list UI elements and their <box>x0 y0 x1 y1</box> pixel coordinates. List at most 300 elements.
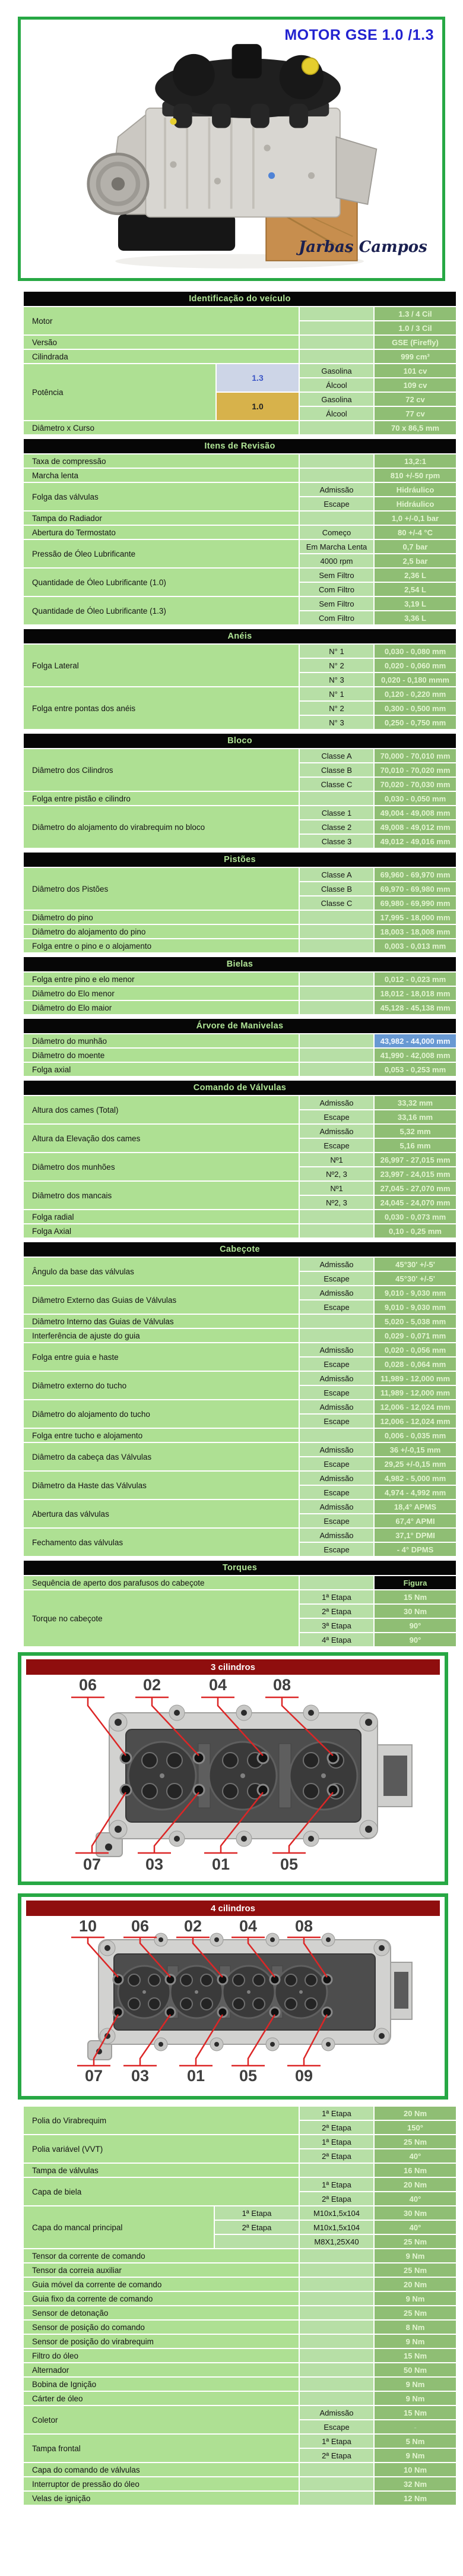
condition-cell <box>300 1224 373 1238</box>
spec-row <box>24 1034 456 1047</box>
sub-rows <box>300 2477 456 2490</box>
value-cell: 50 Nm <box>375 2363 456 2376</box>
value-cell: 26,997 - 27,015 mm <box>375 1153 456 1166</box>
value-cell: 20 Nm <box>375 2178 456 2191</box>
spec-sub-row <box>300 645 456 658</box>
value-cell: 20 Nm <box>375 2107 456 2120</box>
value-cell: 9 Nm <box>375 2292 456 2305</box>
condition-cell <box>300 911 373 924</box>
spec-row <box>24 364 456 420</box>
value-cell: 9 Nm <box>375 2378 456 2391</box>
value-cell: 0,020 - 0,060 mm <box>375 659 456 672</box>
spec-label: Capa do comando de válvulas <box>24 2463 299 2476</box>
spec-sub-row <box>300 1500 456 1513</box>
spec-sub-row <box>300 896 456 910</box>
spec-sub-row <box>300 526 456 539</box>
spec-section <box>24 1081 456 1238</box>
value-cell: 0,10 - 0,25 mm <box>375 1224 456 1238</box>
condition-cell: Admissão <box>300 1400 373 1413</box>
condition-cell: Escape <box>300 1358 373 1371</box>
sub-rows <box>300 2321 456 2334</box>
value-cell: 101 cv <box>375 364 456 377</box>
sub-rows <box>300 2335 456 2348</box>
spec-label: Diâmetro do pino <box>24 911 299 924</box>
value-cell: 0,030 - 0,080 mm <box>375 645 456 658</box>
sub-rows <box>300 1182 456 1209</box>
spec-sub-row <box>300 1590 456 1603</box>
head-body-3cyl <box>96 1705 412 1857</box>
bolt-number: 02 <box>183 1917 202 1935</box>
spec-label: Folga entre pontas dos anéis <box>24 687 299 729</box>
spec-label: Capa de biela <box>24 2178 299 2205</box>
spec-row <box>24 1590 456 1646</box>
condition-cell: Escape <box>300 1486 373 1499</box>
sub-rows <box>300 1472 456 1499</box>
sub-rows <box>300 1063 456 1076</box>
spec-label: Diâmetro do alojamento do pino <box>24 925 299 938</box>
spec-sub-row <box>300 1486 456 1499</box>
head-body-4cyl <box>88 1933 412 2060</box>
spec-row <box>24 540 456 567</box>
spec-sub-row <box>300 307 456 320</box>
spec-label: Folga Axial <box>24 1224 299 1238</box>
spec-label: Interruptor de pressão do óleo <box>24 2477 299 2490</box>
spec-sub-row <box>300 2164 456 2177</box>
spec-label: Diâmetro dos Cilindros <box>24 749 299 791</box>
bolt-number: 04 <box>239 1917 258 1935</box>
sub-rows <box>300 868 456 910</box>
value-cell: 9,010 - 9,030 mm <box>375 1300 456 1314</box>
sub-rows <box>300 2378 456 2391</box>
condition-cell: Escape <box>300 1272 373 1285</box>
condition-cell: Escape <box>300 1415 373 1428</box>
sub-rows <box>300 1443 456 1470</box>
sub-rows <box>300 1001 456 1014</box>
spec-label: Interferência de ajuste do guia <box>24 1329 299 1342</box>
spec-row <box>24 806 456 848</box>
condition-cell: 3ª Etapa <box>300 1619 373 1632</box>
spec-section <box>24 1019 456 1076</box>
sub-rows <box>300 1153 456 1180</box>
spec-section <box>24 734 456 848</box>
value-cell: 49,012 - 49,016 mm <box>375 835 456 848</box>
sub-rows <box>300 512 456 525</box>
sub-rows <box>300 1343 456 1371</box>
condition-cell <box>300 512 373 525</box>
condition-cell <box>300 2463 373 2476</box>
value-cell: 29,25 +/-0,15 mm <box>375 1457 456 1470</box>
spec-label: Capa do mancal principal <box>24 2206 214 2248</box>
value-cell: 12,006 - 12,024 mm <box>375 1415 456 1428</box>
value-cell: 0,012 - 0,023 mm <box>375 973 456 986</box>
spec-label: Diâmetro da Haste das Válvulas <box>24 1472 299 1499</box>
condition-cell: Admissão <box>300 1343 373 1356</box>
spec-sub-row <box>300 1472 456 1485</box>
spec-sub-row <box>300 911 456 924</box>
sub-rows <box>300 393 456 420</box>
condition-cell: Classe B <box>300 882 373 895</box>
condition-cell <box>300 307 373 320</box>
value-cell: 70,000 - 70,010 mm <box>375 749 456 762</box>
spec-sub-row <box>215 2235 456 2248</box>
spec-row <box>24 1500 456 1527</box>
spec-row <box>24 2164 456 2177</box>
spec-sub-row <box>300 2321 456 2334</box>
value-cell: 0,300 - 0,500 mm <box>375 702 456 715</box>
spec-label: Pressão de Óleo Lubrificante <box>24 540 299 567</box>
sub-rows <box>300 987 456 1000</box>
spec-sub-row <box>300 2492 456 2505</box>
condition-cell <box>300 1210 373 1223</box>
spec-sub-row <box>300 1001 456 1014</box>
condition-cell: Admissão <box>300 483 373 496</box>
spec-label: Diâmetro dos mancais <box>24 1182 299 1209</box>
spec-sub-row <box>300 1063 456 1076</box>
condition-cell <box>300 2264 373 2277</box>
spec-label: Marcha lenta <box>24 469 299 482</box>
value-cell: 30 Nm <box>375 2206 456 2220</box>
value-cell: Hidráulico <box>375 483 456 496</box>
spec-sub-row <box>300 1300 456 1314</box>
sub-rows <box>300 1329 456 1342</box>
sub-rows <box>300 2278 456 2291</box>
spec-row <box>24 569 456 596</box>
spec-sub-row <box>300 2149 456 2163</box>
sub-rows <box>300 1590 456 1646</box>
spec-row <box>24 1063 456 1076</box>
sub-rows <box>300 526 456 539</box>
bolt-number: 03 <box>131 2067 150 2085</box>
value-cell: 16 Nm <box>375 2164 456 2177</box>
value-cell: 49,004 - 49,008 mm <box>375 806 456 819</box>
sub-rows <box>300 1096 456 1123</box>
spec-sub-row <box>300 2192 456 2205</box>
sub-rows <box>300 1125 456 1152</box>
sub-rows <box>300 2492 456 2505</box>
section-header: Pistões <box>24 853 456 867</box>
condition-cell: Em Marcha Lenta <box>300 540 373 553</box>
spec-sub-row <box>300 2449 456 2462</box>
spec-label: Folga entre tucho e alojamento <box>24 1429 299 1442</box>
condition-cell <box>300 1049 373 1062</box>
spec-row <box>24 2292 456 2305</box>
condition-cell: Admissão <box>300 1472 373 1485</box>
value-cell: 49,008 - 49,012 mm <box>375 820 456 834</box>
spec-section <box>24 1242 456 1556</box>
engine-photo-box <box>18 17 445 281</box>
value-cell: 69,960 - 69,970 mm <box>375 868 456 881</box>
sub-rows <box>215 2206 456 2248</box>
condition-cell: Álcool <box>300 407 373 420</box>
value-cell: 27,045 - 27,070 mm <box>375 1182 456 1195</box>
spec-row <box>24 868 456 910</box>
signature: Jarbas Campos <box>299 238 427 256</box>
value-cell: Figura <box>375 1576 456 1589</box>
spec-row <box>24 1372 456 1399</box>
section-header: Bielas <box>24 957 456 971</box>
spec-label: Diâmetro dos munhões <box>24 1153 299 1180</box>
spec-sub-row <box>300 987 456 1000</box>
value-cell: 40° <box>375 2149 456 2163</box>
value-cell: 4,982 - 5,000 mm <box>375 1472 456 1485</box>
section-header: Anéis <box>24 629 456 643</box>
spec-sub-row <box>300 1034 456 1047</box>
spec-sub-row <box>300 659 456 672</box>
sub-rows <box>300 421 456 434</box>
sub-rows <box>300 1224 456 1238</box>
sub-rows <box>300 569 456 596</box>
value-cell: 9,010 - 9,030 mm <box>375 1286 456 1299</box>
condition-cell <box>300 2363 373 2376</box>
spec-row <box>24 2306 456 2319</box>
sub-rows <box>300 2363 456 2376</box>
value-cell: 15 Nm <box>375 2406 456 2419</box>
value-cell: 69,980 - 69,990 mm <box>375 896 456 910</box>
condition-cell: Escape <box>300 1300 373 1314</box>
spec-label: Tampa frontal <box>24 2435 299 2462</box>
spec-sub-row <box>300 1457 456 1470</box>
spec-sub-row <box>300 1096 456 1109</box>
spec-row <box>24 2492 456 2505</box>
value-cell: 77 cv <box>375 407 456 420</box>
value-cell: 2,36 L <box>375 569 456 582</box>
spec-row <box>24 2206 456 2248</box>
value-cell: 13,2:1 <box>375 454 456 468</box>
spec-sub-row <box>300 2178 456 2191</box>
spec-label: Tampa de válvulas <box>24 2164 299 2177</box>
spec-sub-row <box>300 2378 456 2391</box>
spec-sub-row <box>300 1358 456 1371</box>
spec-row <box>24 792 456 805</box>
spec-section <box>24 1561 456 1646</box>
spec-section <box>24 2107 456 2505</box>
spec-sub-row <box>300 407 456 420</box>
spec-row <box>24 1329 456 1342</box>
condition-cell <box>300 2392 373 2405</box>
spec-sub-row <box>300 925 456 938</box>
sub-rows <box>300 792 456 805</box>
sub-rows <box>300 911 456 924</box>
spec-sub-row <box>300 1272 456 1285</box>
spec-label: Diâmetro Interno das Guias de Válvulas <box>24 1315 299 1328</box>
condition-cell: Álcool <box>300 378 373 392</box>
spec-row <box>24 1001 456 1014</box>
condition-cell <box>300 1315 373 1328</box>
spec-label: Sensor de detonação <box>24 2306 299 2319</box>
spec-sub-row <box>300 2477 456 2490</box>
value-cell: 45,128 - 45,138 mm <box>375 1001 456 1014</box>
spec-section <box>24 957 456 1014</box>
condition-cell <box>300 1429 373 1442</box>
condition-cell <box>300 792 373 805</box>
condition-cell: Sem Filtro <box>300 569 373 582</box>
value-cell: 0,030 - 0,073 mm <box>375 1210 456 1223</box>
spec-row <box>24 687 456 729</box>
spec-sub-row <box>300 2406 456 2419</box>
sub-rows <box>300 2292 456 2305</box>
spec-label: Diâmetro dos Pistões <box>24 868 299 910</box>
value-cell: 4,974 - 4,992 mm <box>375 1486 456 1499</box>
section-header: Itens de Revisão <box>24 439 456 453</box>
bolt-number: 02 <box>142 1676 161 1694</box>
spec-sub-row <box>300 1443 456 1456</box>
spec-sub-row <box>300 1329 456 1342</box>
sub-rows <box>300 350 456 363</box>
spec-row <box>24 2392 456 2405</box>
condition-cell: Escape <box>300 1386 373 1399</box>
condition-cell <box>300 987 373 1000</box>
bolt-number: 01 <box>211 1855 230 1873</box>
value-cell: 45°30' +/-5' <box>375 1272 456 1285</box>
spec-row <box>24 2463 456 2476</box>
value-cell: 5,32 mm <box>375 1125 456 1138</box>
engine-variant-tag: 1.0 <box>217 393 299 420</box>
spec-sub-row <box>300 1315 456 1328</box>
spec-label: Folga axial <box>24 1063 299 1076</box>
value-cell: 80 +/-4 °C <box>375 526 456 539</box>
spec-label: Folga radial <box>24 1210 299 1223</box>
sub-rows <box>300 364 456 392</box>
value-cell: 0,003 - 0,013 mm <box>375 939 456 952</box>
spec-label: Folga entre pistão e cilindro <box>24 792 299 805</box>
condition-cell: N° 1 <box>300 645 373 658</box>
condition-cell <box>300 2321 373 2334</box>
spec-tables <box>24 292 456 1646</box>
value-cell: 20 Nm <box>375 2278 456 2291</box>
spec-row <box>24 2107 456 2134</box>
value-cell: 12 Nm <box>375 2492 456 2505</box>
spec-row <box>24 454 456 468</box>
spec-label: Diâmetro do Elo menor <box>24 987 299 1000</box>
page <box>0 17 463 2505</box>
spec-sub-row <box>300 393 456 406</box>
spec-row <box>24 2178 456 2205</box>
spec-label: Altura da Elevação dos cames <box>24 1125 299 1152</box>
spec-label: Diâmetro do Elo maior <box>24 1001 299 1014</box>
spec-label: Motor <box>24 307 299 334</box>
spec-row <box>24 1049 456 1062</box>
condition-cell <box>300 1329 373 1342</box>
value-cell: 90° <box>375 1633 456 1646</box>
spec-label: Folga entre guia e haste <box>24 1343 299 1371</box>
spec-row <box>24 749 456 791</box>
spec-row <box>24 1258 456 1285</box>
sub-rows <box>300 1529 456 1556</box>
value-cell: 40° <box>375 2192 456 2205</box>
bolt-number: 08 <box>272 1676 291 1694</box>
condition-cell <box>300 336 373 349</box>
spec-sub-row <box>300 2249 456 2262</box>
spec-section <box>24 629 456 729</box>
spec-row <box>24 2321 456 2334</box>
spec-sub-row <box>300 1110 456 1123</box>
value-cell: 90° <box>375 1619 456 1632</box>
value-cell: 17,995 - 18,000 mm <box>375 911 456 924</box>
spec-label: Diâmetro do munhão <box>24 1034 299 1047</box>
condition-cell: N° 2 <box>300 659 373 672</box>
spec-row <box>24 925 456 938</box>
spec-row <box>24 1096 456 1123</box>
spec-label: Diâmetro do alojamento do tucho <box>24 1400 299 1428</box>
spec-label: Quantidade de Óleo Lubrificante (1.3) <box>24 597 299 624</box>
sub-rows <box>300 483 456 510</box>
sub-rows <box>300 597 456 624</box>
spec-sub-row <box>300 583 456 596</box>
condition-cell <box>300 421 373 434</box>
bolt-number: 04 <box>208 1676 227 1694</box>
spec-row <box>24 2249 456 2262</box>
sub-rows <box>300 1429 456 1442</box>
bolt-number: 07 <box>83 1855 102 1873</box>
spec-sub-row <box>300 469 456 482</box>
value-cell: 11,989 - 12,000 mm <box>375 1372 456 1385</box>
spec-sub-row <box>300 792 456 805</box>
spec-row <box>24 645 456 686</box>
spec-label: Diâmetro do alojamento do virabrequim no bloco <box>24 806 299 848</box>
condition-cell: N° 2 <box>300 702 373 715</box>
condition-cell <box>300 469 373 482</box>
condition-cell: 1ª Etapa <box>300 2135 373 2148</box>
value-cell: 15 Nm <box>375 1590 456 1603</box>
page-title: MOTOR GSE 1.0 /1.3 <box>284 27 434 43</box>
spec-sub-row <box>300 421 456 434</box>
value-cell: 18,003 - 18,008 mm <box>375 925 456 938</box>
bolt-number: 06 <box>131 1917 150 1935</box>
condition-cell: Gasolina <box>300 393 373 406</box>
value-cell: 70,020 - 70,030 mm <box>375 778 456 791</box>
spec-row <box>24 2378 456 2391</box>
value-cell: 1.3 / 4 Cil <box>375 307 456 320</box>
sub-rows <box>300 1400 456 1428</box>
value-cell: 8 Nm <box>375 2321 456 2334</box>
sub-rows <box>300 925 456 938</box>
value-cell: 70 x 86,5 mm <box>375 421 456 434</box>
spec-sub-row <box>300 2264 456 2277</box>
spec-sub-row <box>300 2121 456 2134</box>
condition-cell: Nº1 <box>300 1153 373 1166</box>
value-cell: 0,053 - 0,253 mm <box>375 1063 456 1076</box>
spec-sub-row <box>300 2335 456 2348</box>
value-cell: 43,982 - 44,000 mm <box>375 1034 456 1047</box>
condition-cell <box>300 925 373 938</box>
spec-label: Filtro do óleo <box>24 2349 299 2362</box>
spec-sub-row <box>300 1514 456 1527</box>
condition-cell: Classe B <box>300 763 373 776</box>
spec-label: Cilindrada <box>24 350 299 363</box>
sub-rows <box>300 749 456 791</box>
spec-label: Quantidade de Óleo Lubrificante (1.0) <box>24 569 299 596</box>
spec-row <box>24 2135 456 2163</box>
condition-cell: Classe 3 <box>300 835 373 848</box>
spec-sub-row <box>300 554 456 567</box>
spec-label: Folga entre pino e elo menor <box>24 973 299 986</box>
condition-cell: Nº2, 3 <box>300 1196 373 1209</box>
value-cell: 150° <box>375 2121 456 2134</box>
value-cell: 40° <box>375 2221 456 2234</box>
value-cell: 33,32 mm <box>375 1096 456 1109</box>
condition-cell: Admissão <box>300 1258 373 1271</box>
spec-section <box>24 292 456 434</box>
value-cell: 999 cm³ <box>375 350 456 363</box>
sub-rows <box>300 2249 456 2262</box>
condition-cell: M10x1,5x104 <box>300 2206 373 2220</box>
spec-sub-row <box>300 2435 456 2448</box>
spec-label: Ângulo da base das válvulas <box>24 1258 299 1285</box>
spec-row <box>24 469 456 482</box>
condition-cell <box>300 321 373 334</box>
condition-cell <box>300 2306 373 2319</box>
condition-cell: Com Filtro <box>300 583 373 596</box>
